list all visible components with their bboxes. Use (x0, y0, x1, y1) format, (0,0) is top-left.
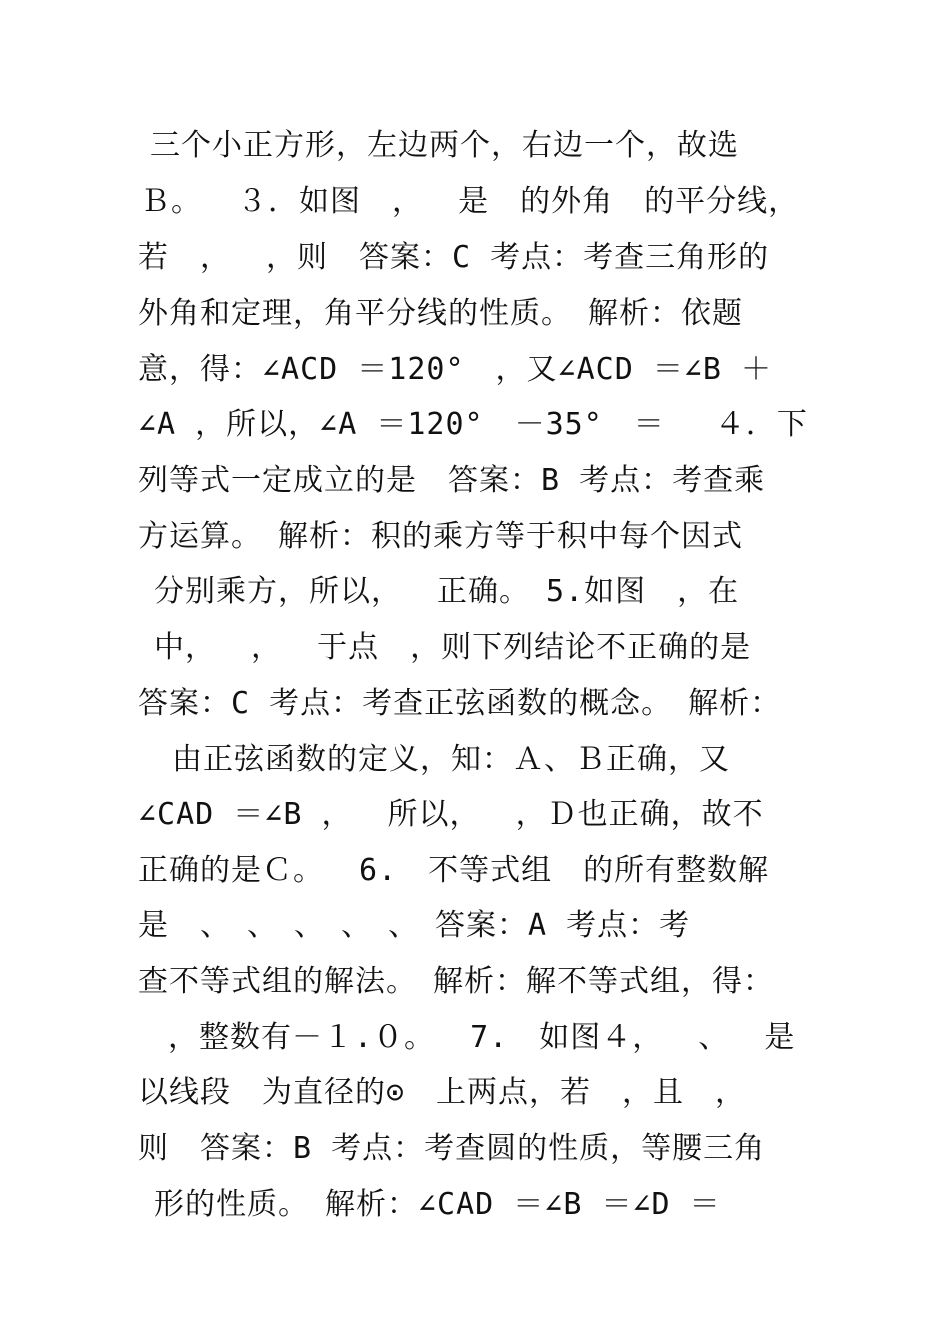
text-line-19: 则 答案：B 考点：考查圆的性质，等腰三角 (138, 1131, 766, 1166)
text-line-10: 中， ， 于点 ，则下列结论不正确的是 (154, 630, 752, 665)
text-line-7: 列等式一定成立的是 答案：B 考点：考查乘 (138, 463, 766, 498)
text-line-3: 若 ， ，则 答案：C 考点：考查三角形的 (138, 240, 770, 275)
text-line-17: ，整数有－１.０。 7. 如图４， 、 是 (168, 1020, 796, 1055)
text-line-2: Ｂ。 ３．如图 ， 是 的外角 的平分线， (140, 184, 800, 219)
text-line-12: 由正弦函数的定义，知：Ａ、Ｂ正确，又 (172, 742, 730, 777)
text-line-13: ∠CAD ＝∠B ， 所以， ，Ｄ也正确，故不 (138, 797, 764, 832)
text-line-15: 是 、 、 、 、 、 答案：A 考点：考 (138, 908, 691, 943)
text-line-14: 正确的是Ｃ。 6. 不等式组 的所有整数解 (138, 853, 770, 888)
text-line-5: 意，得：∠ACD ＝120° ，又∠ACD ＝∠B ＋ (138, 352, 773, 387)
text-line-9: 分别乘方，所以， 正确。 5.如图 ，在 (154, 574, 740, 609)
text-line-1: 三个小正方形，左边两个，右边一个，故选 (150, 128, 739, 163)
text-line-11: 答案：C 考点：考查正弦函数的概念。 解析： (138, 686, 782, 721)
text-line-4: 外角和定理，角平分线的性质。 解析：依题 (138, 296, 743, 331)
text-line-6: ∠A ，所以，∠A ＝120° －35° ＝ ４．下 (138, 407, 808, 442)
text-line-16: 查不等式组的解法。 解析：解不等式组，得： (138, 964, 774, 999)
text-line-20: 形的性质。 解析：∠CAD ＝∠B ＝∠D ＝ (154, 1187, 721, 1222)
text-line-8: 方运算。 解析：积的乘方等于积中每个因式 (138, 519, 743, 554)
text-line-18: 以线段 为直径的⊙ 上两点，若 ，且 ， (138, 1075, 747, 1110)
